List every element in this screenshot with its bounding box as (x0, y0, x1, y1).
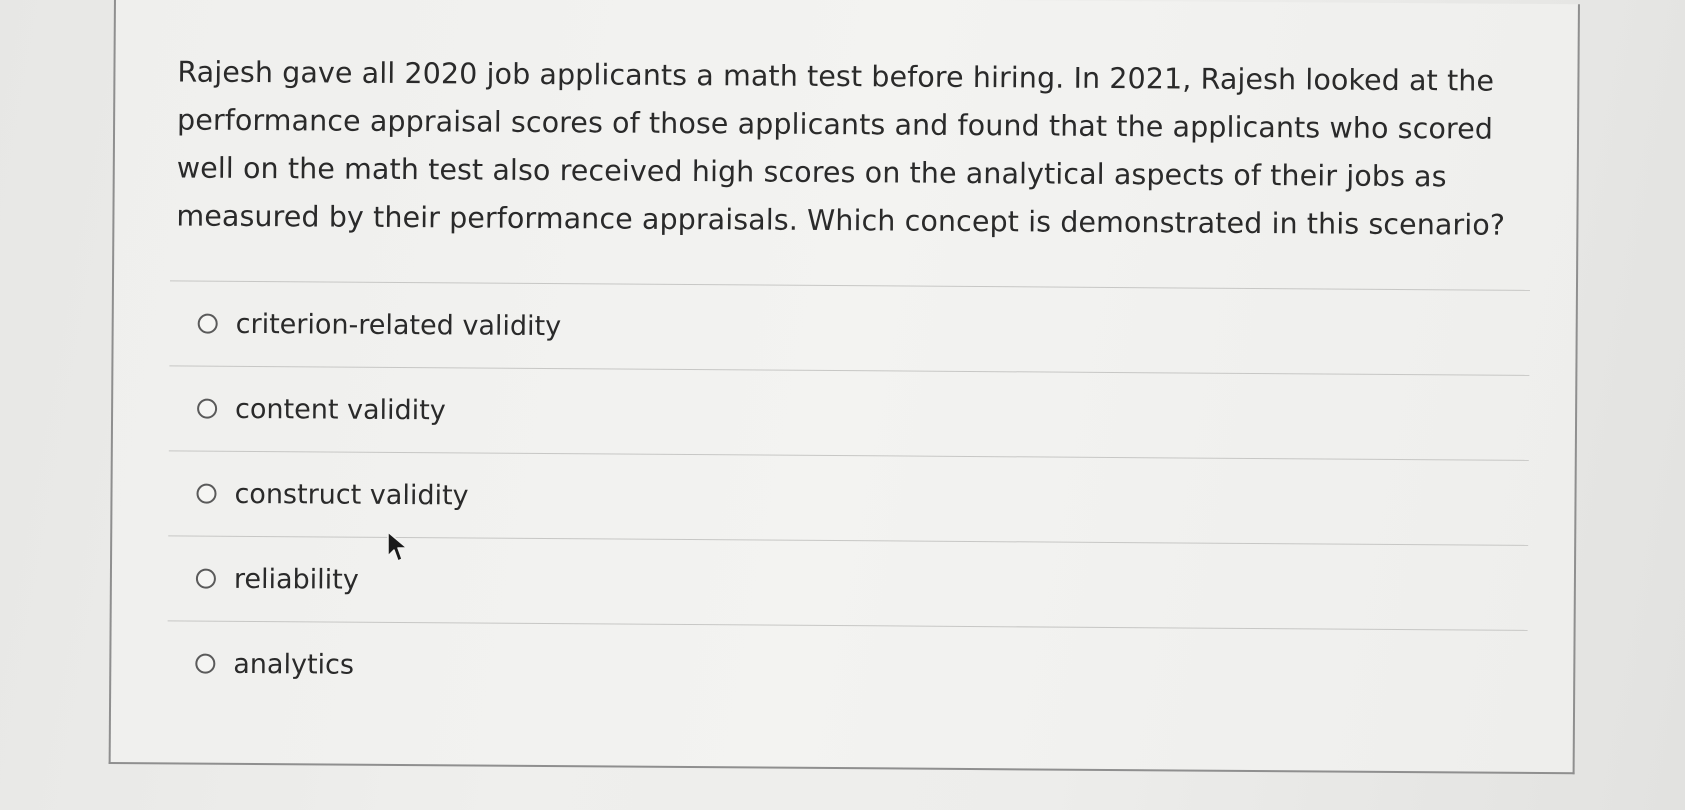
radio-empty-icon[interactable] (196, 569, 216, 589)
radio-empty-icon[interactable] (196, 484, 216, 504)
radio-empty-icon[interactable] (197, 399, 217, 419)
option-criterion-related-validity[interactable] (169, 281, 1530, 374)
option-label: construct validity (234, 478, 469, 511)
option-reliability[interactable] (168, 536, 1529, 629)
radio-empty-icon[interactable] (195, 654, 215, 674)
option-construct-validity[interactable] (168, 451, 1529, 544)
question-text: Rajesh gave all 2020 job applicants a math test before hiring. In 2021, Rajesh looked at the performance appraisal scores of those applicants and found that the applicants who scored well on the math test also received high scores on the analytical aspects of their jobs as measured by their performance appraisals. Which concept is demonstrated in this scenario? (176, 55, 1506, 242)
radio-empty-icon[interactable] (198, 314, 218, 334)
option-label: criterion-related validity (235, 308, 562, 342)
answer-options (167, 280, 1530, 714)
option-label: reliability (233, 563, 359, 596)
option-content-validity[interactable] (169, 366, 1530, 459)
mouse-pointer-icon (386, 530, 412, 564)
option-label: analytics (233, 648, 355, 681)
option-analytics[interactable] (167, 621, 1528, 714)
question-card (109, 0, 1580, 774)
option-label: content validity (234, 393, 446, 426)
